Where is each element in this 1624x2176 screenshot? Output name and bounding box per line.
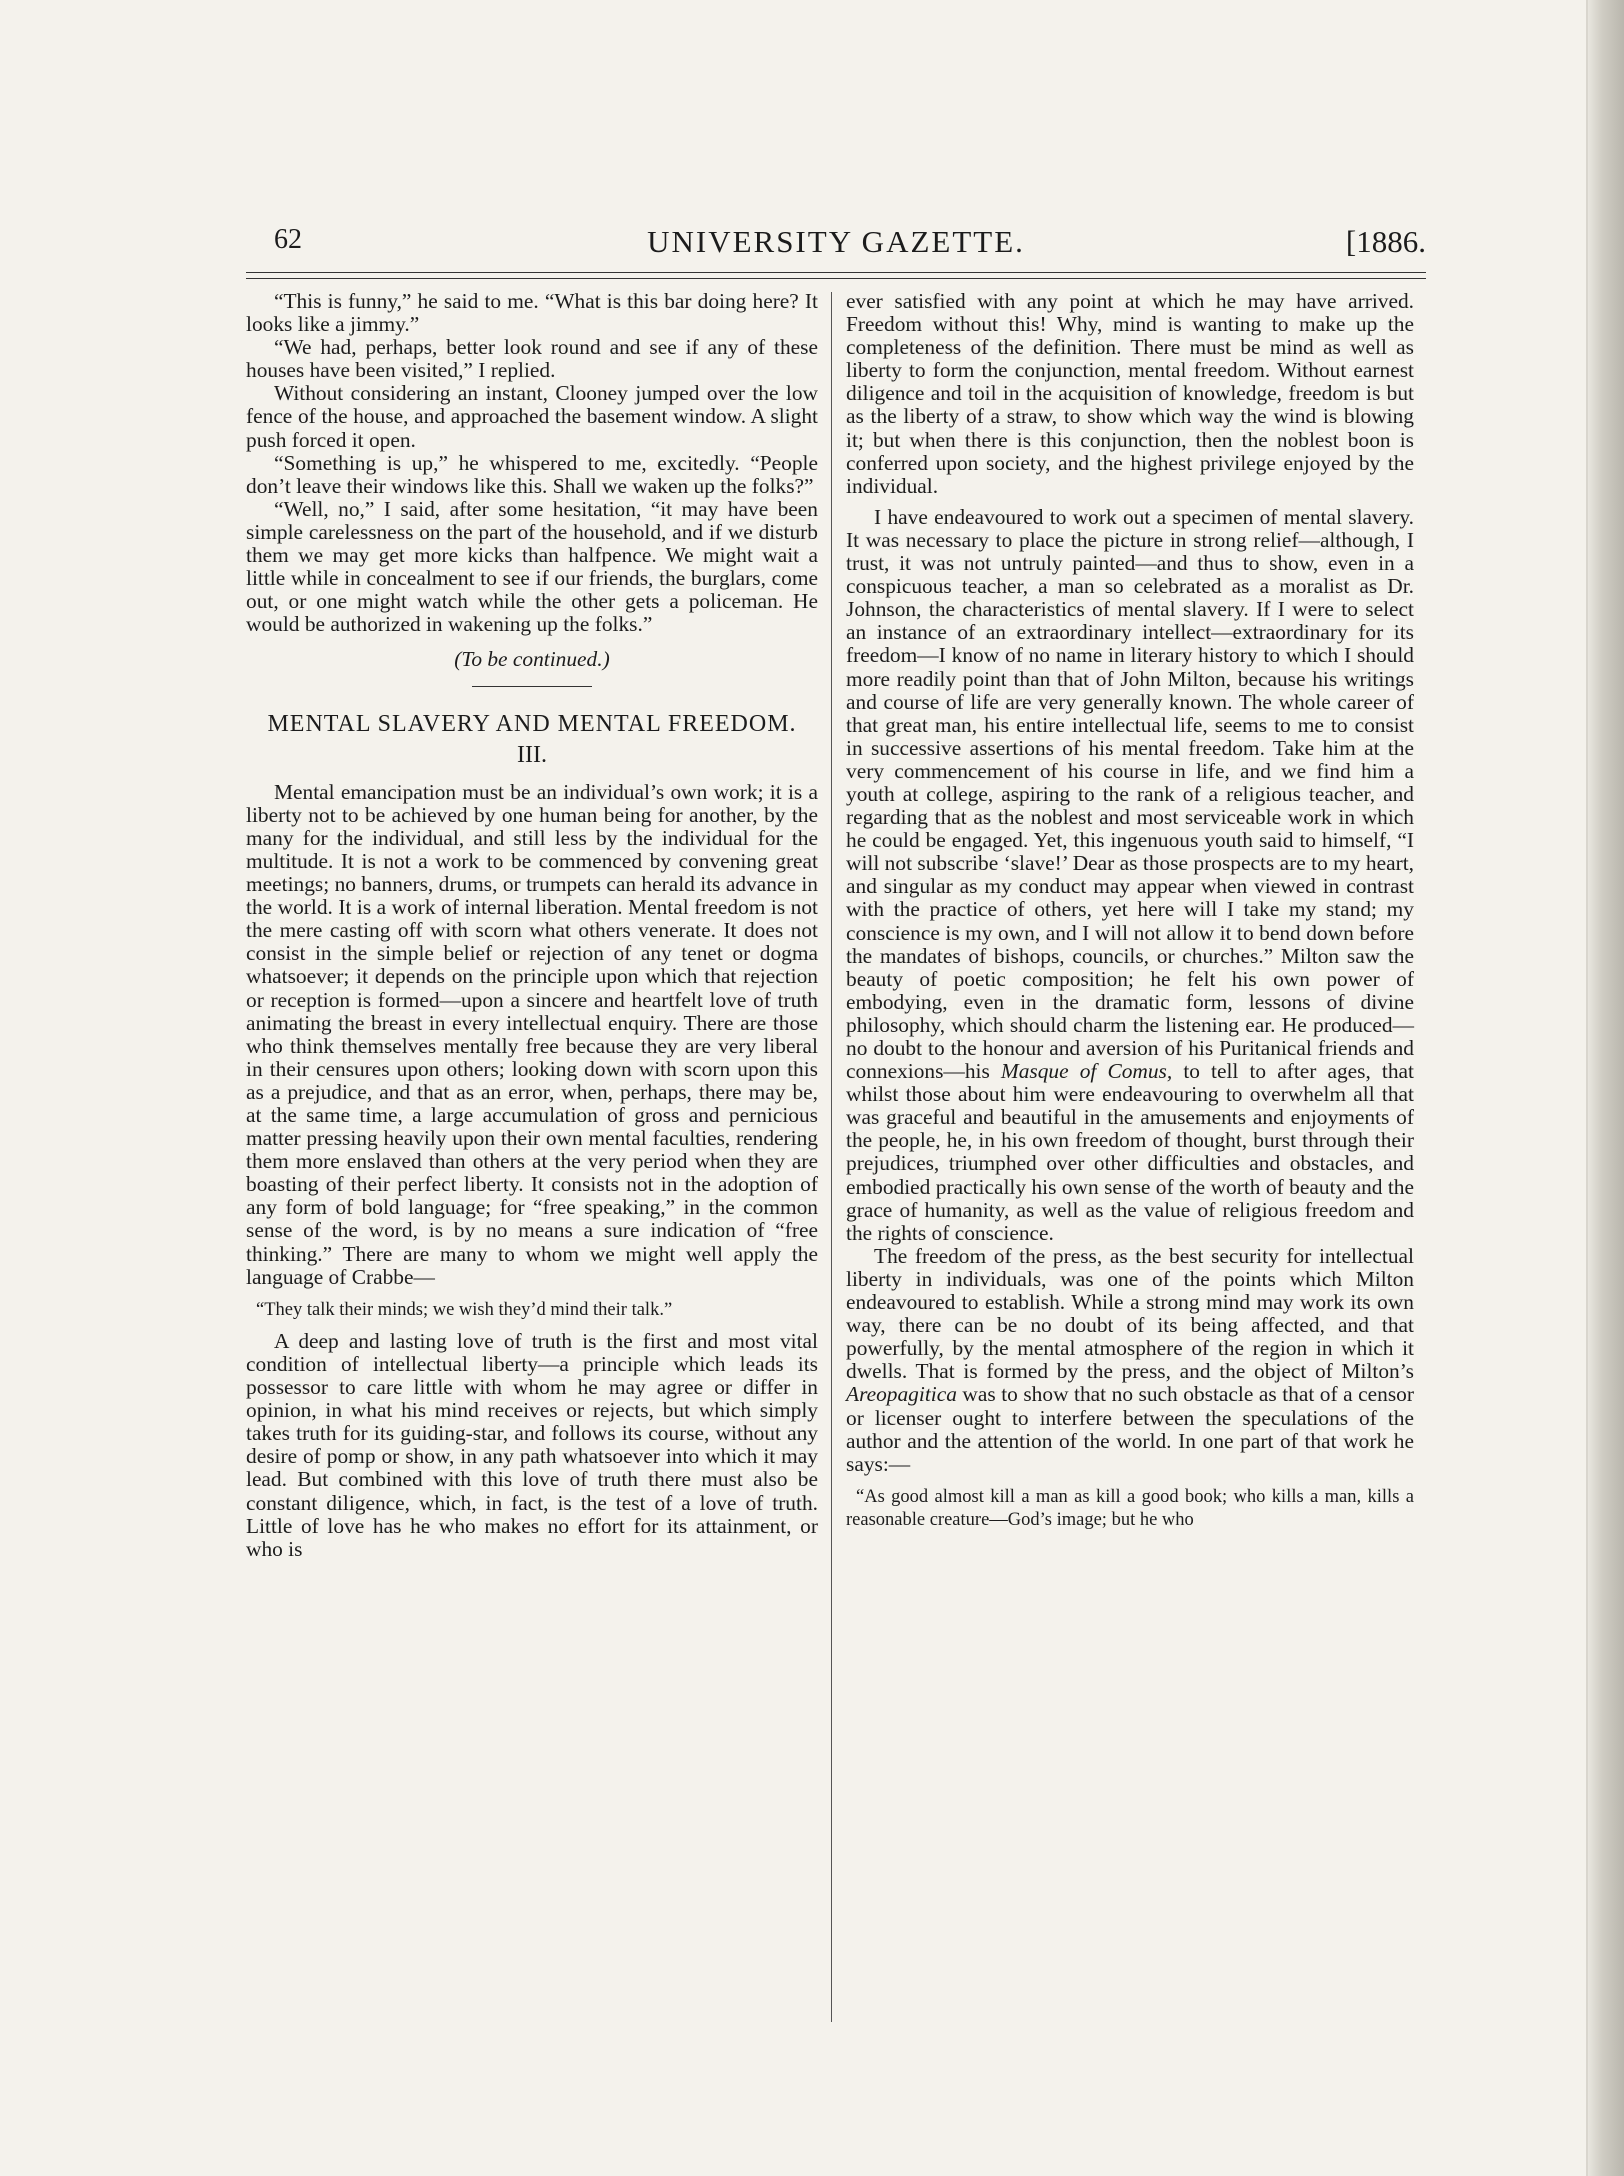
- story-paragraph: Without considering an instant, Clooney jumped over the low fence of the house, and approached the basement window. A slight push forced it open.: [246, 381, 818, 452]
- story-paragraph: “Well, no,” I said, after some hesitation, “it may have been simple carelessness on the part of the household, and if we disturb them we may get more kicks than halfpence. We might wait a little while in concealment to see if our friends, the burglars, come out, or one might watch while the other gets a policeman. He would be authorized in wakening up the folks.”: [246, 496, 818, 637]
- story-paragraph: “Something is up,” he whispered to me, excitedly. “People don’t leave their windows like this. Shall we waken up the folks?”: [246, 450, 818, 498]
- page-number: 62: [274, 224, 302, 255]
- text-run: I have endeavoured to work out a specimen of mental slavery. It was necessary to place the picture in strong relief—although, I trust, it was not untruly painted—and thus to show, even in a conspicuous teacher, a man so celebrated as a moralist as Dr. Johnson, the characteristics of mental slavery. If I were to select an instance of an extraordinary intellect—extraordinary for its freedom—I know of no name in literary history to which I should more readily point than that of John Milton, because his writings and course of life are very generally known. The whole career of that great man, his entire intellectual life, seems to me to consist in successive assertions of his mental freedom. Take him at the very commencement of his course in life, and we find him a youth at college, aspiring to the rank of a religious teacher, and regarding that as the noblest and most serviceable work in which he could be engaged. Yet, this ingenuous youth said to himself, “I will not subscribe ‘slave!’ Dear as those prospects are to my heart, and singular as my conduct may appear when viewed in contrast with the practice of others, yet here will I take my stand; my conscience is my own, and I will not allow it to bend down before the mandates of bishops, councils, or churches.” Milton saw the beauty of poetic composition; he felt his own power of embodying, even in the dramatic form, lessons of divine philosophy, which should charm the listening ear. He produced—no doubt to the honour and aversion of his Puritanical friends and connexions—his: [846, 504, 1414, 1084]
- text-run: to tell to after ages, that whilst those about him were endeavouring to overwhelm all that was graceful and beautiful in the amusements and enjoyments of the people, he, in his own freedom of thought, burst through their prejudices, triumphed over other difficulties and obstacles, and embodied practically his own sense of the worth of beauty and the grace of humanity, as well as the value of religious freedom and the rights of conscience.: [846, 1059, 1414, 1245]
- column-divider: [831, 292, 832, 2022]
- work-title-comus: Masque of Comus,: [1000, 1059, 1173, 1084]
- article-paragraph: A deep and lasting love of truth is the first and most vital condition of intellectual liberty—a principle which leads its possessor to care little with whom he may agree or differ in opinion, in what his mind receives or rejects, but which simply takes truth for its guiding-star, and follows its course, without any desire of pomp or show, in any path whatsoever into which it may lead. But combined with this love of truth there must also be constant diligence, which, in fact, is the test of a love of truth. Little of love has he who makes no effort for its attainment, or who is: [246, 1328, 818, 1561]
- article-title: MENTAL SLAVERY AND MENTAL FREEDOM.: [267, 710, 797, 737]
- publication-title: UNIVERSITY GAZETTE.: [647, 224, 1025, 259]
- story-paragraph: “This is funny,” he said to me. “What is this bar doing here? It looks like a jimmy.”: [246, 289, 818, 337]
- right-column: [846, 290, 1414, 1540]
- header-rule-bottom: [246, 278, 1426, 279]
- to-be-continued: (To be continued.): [454, 647, 610, 672]
- article-paragraph: Mental emancipation must be an individual’s own work; it is a liberty not to be achieved by one human being for another, by the many for the individual, and still less by the individual for the multitude. It is not a work to be commenced by convening great meetings; no banners, drums, or trumpets can herald its advance in the world. It is a work of internal liberation. Mental freedom is not the mere casting off with scorn what others venerate. It does not consist in the simple belief or rejection of any tenet or dogma whatsoever; it depends on the principle upon which that rejection or reception is formed—upon a sincere and heartfelt love of truth animating the breast in every intellectual enquiry. There are those who think themselves mentally free because they are very liberal in their censures upon others; looking down with scorn upon this as a prejudice, and that as an error, when, perhaps, there may be, at the same time, a large accumulation of gross and pernicious matter pressing heavily upon their own mental faculties, rendering them more enslaved than others at the very period when they are boasting of their perfect liberty. It consists not in the adoption of any form of bold language; for “free speaking,” in the common sense of the word, is by no means a sure indication of “free thinking.” There are many to whom we might well apply the language of Crabbe—: [246, 779, 818, 1289]
- running-header: [246, 224, 1426, 268]
- header-rule-top: [246, 272, 1426, 273]
- article-paragraph: [846, 506, 1414, 1245]
- work-title-areopagitica: Areopagitica: [846, 1382, 957, 1407]
- article-paragraph: ever satisfied with any point at which he may have arrived. Freedom without this! Why, mind is wanting to make up the completeness of the definition. There must be mind as well as liberty to form the conjunction, mental freedom. Without earnest diligence and toil in the acquisition of knowledge, freedom is but as the liberty of a straw, to show which way the wind is blowing it; but when there is this conjunction, then the noblest boon is conferred upon society, and the highest privilege enjoyed by the individual.: [846, 289, 1414, 498]
- milton-quote: “As good almost kill a man as kill a good book; who kills a man, kills a reasonable creature—God’s image; but he who: [846, 1486, 1414, 1530]
- publication-year: [1886.: [1345, 224, 1426, 259]
- text-run: was to show that no such obstacle as that of a censor or licenser ought to interfere between the speculations of the author and the attention of the world. In one part of that work he says:—: [846, 1382, 1414, 1476]
- left-column: [246, 290, 818, 1561]
- article-paragraph: [846, 1245, 1414, 1476]
- section-rule: [472, 686, 592, 687]
- story-paragraph: “We had, perhaps, better look round and see if any of these houses have been visited,” I replied.: [246, 335, 818, 383]
- page-edge: [1586, 0, 1624, 2176]
- article-number: III.: [517, 741, 547, 768]
- text-run: The freedom of the press, as the best security for intellectual liberty in individuals, was one of the points which Milton endeavoured to establish. While a strong mind may work its own way, there can be no doubt of its being affected, and that powerfully, by the mental atmosphere of the region in which it dwells. That is formed by the press, and the object of Milton’s: [846, 1243, 1414, 1384]
- crabbe-quote: “They talk their minds; we wish they’d mind their talk.”: [256, 1299, 673, 1320]
